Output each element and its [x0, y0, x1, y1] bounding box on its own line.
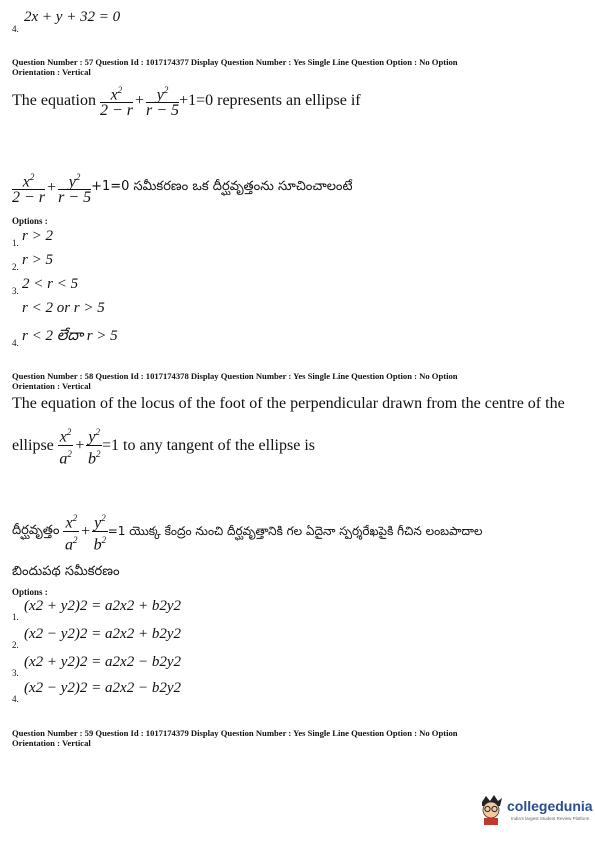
fraction-x2: $\frac{x^2}{2 - r}$ — [99, 84, 133, 120]
question-prefix: The equation — [12, 92, 96, 109]
option-text: r < 2 లేదా r > 5 — [22, 328, 118, 344]
option-text: r > 5 — [22, 252, 53, 268]
question-text-te-line2: బిందుపథ సమీకరణం — [12, 564, 120, 579]
question-text-en-line2 — [12, 424, 315, 468]
option-number: 2. — [12, 640, 19, 650]
question-suffix-te: +1=0 సమీకరణం ఒక దీర్ఘవృత్తంను సూచించాలంటే — [91, 179, 353, 194]
logo-tagline: India's largest Student Review Platform — [511, 816, 590, 821]
option-text: r > 2 — [22, 228, 53, 244]
question-text-en — [12, 80, 361, 122]
option-text: (x2 − y2)2 = a2x2 − b2y2 — [24, 680, 181, 696]
question-text-en: The equation of the locus of the foot of the perpendicular drawn from the centre of the — [12, 395, 565, 412]
fraction-y2: $\frac{y^2}{b^2}$ — [93, 513, 107, 553]
fraction-x2: $\frac{x^2}{2 - r}$ — [12, 171, 46, 207]
question-text-te — [12, 167, 353, 209]
mascot-icon — [478, 794, 504, 826]
fraction-y2: $\frac{y^2}{r - 5}$ — [58, 171, 92, 207]
fraction-x2: $\frac{x^2}{a^2}$ — [65, 513, 78, 553]
option-text: 2 < r < 5 — [22, 276, 79, 292]
option-text: (x2 + y2)2 = a2x2 + b2y2 — [24, 598, 181, 614]
fraction-y2: $\frac{y^2}{b^2}$ — [87, 427, 101, 467]
question-orientation: Orientation : Vertical — [12, 738, 91, 748]
option-number: 3. — [12, 668, 19, 678]
option-text: (x2 + y2)2 = a2x2 − b2y2 — [24, 654, 181, 670]
option-text: (x2 − y2)2 = a2x2 + b2y2 — [24, 626, 181, 642]
options-label: Options : — [12, 216, 48, 226]
fraction-x2: $\frac{x^2}{a^2}$ — [59, 427, 72, 467]
option-number: 4. — [12, 24, 19, 34]
question-meta: Question Number : 57 Question Id : 1017174377 Display Question Number : Yes Single Line Question Option : No Option — [12, 57, 458, 67]
plus-sign: + — [75, 437, 85, 454]
question-prefix-te: దీర్ఘవృత్తం — [12, 523, 60, 538]
plus-sign: + — [47, 179, 57, 196]
option-number: 2. — [12, 262, 19, 272]
option-number: 4. — [12, 338, 19, 348]
question-suffix: =1 to any tangent of the ellipse is — [102, 437, 315, 454]
plus-sign: + — [135, 92, 145, 109]
question-text-te — [12, 510, 483, 554]
option-number: 1. — [12, 238, 19, 248]
option-text: 2x + y + 32 = 0 — [24, 9, 121, 25]
logo-wordmark: collegedunia — [507, 798, 593, 814]
question-orientation: Orientation : Vertical — [12, 67, 91, 77]
question-meta: Question Number : 58 Question Id : 1017174378 Display Question Number : Yes Single Line Question Option : No Option — [12, 371, 458, 381]
fraction-y2: $\frac{y^2}{r - 5}$ — [146, 84, 180, 120]
option-number: 4. — [12, 694, 19, 704]
collegedunia-logo — [478, 794, 593, 828]
option-text: r < 2 or r > 5 — [22, 300, 105, 316]
question-prefix: ellipse — [12, 437, 54, 454]
question-suffix-te: =1 యొక్క కేంద్రం నుంచి దీర్ఘవృత్తానికి గల ఏదైనా స్పర్శరేఖపైకి గీచిన లంబపాదాల — [107, 523, 483, 538]
question-meta: Question Number : 59 Question Id : 1017174379 Display Question Number : Yes Single Line Question Option : No Option — [12, 728, 458, 738]
question-suffix: +1=0 represents an ellipse if — [179, 92, 361, 109]
option-number: 1. — [12, 612, 19, 622]
question-orientation: Orientation : Vertical — [12, 381, 91, 391]
plus-sign: + — [81, 523, 91, 540]
options-label: Options : — [12, 587, 48, 597]
option-number: 3. — [12, 286, 19, 296]
